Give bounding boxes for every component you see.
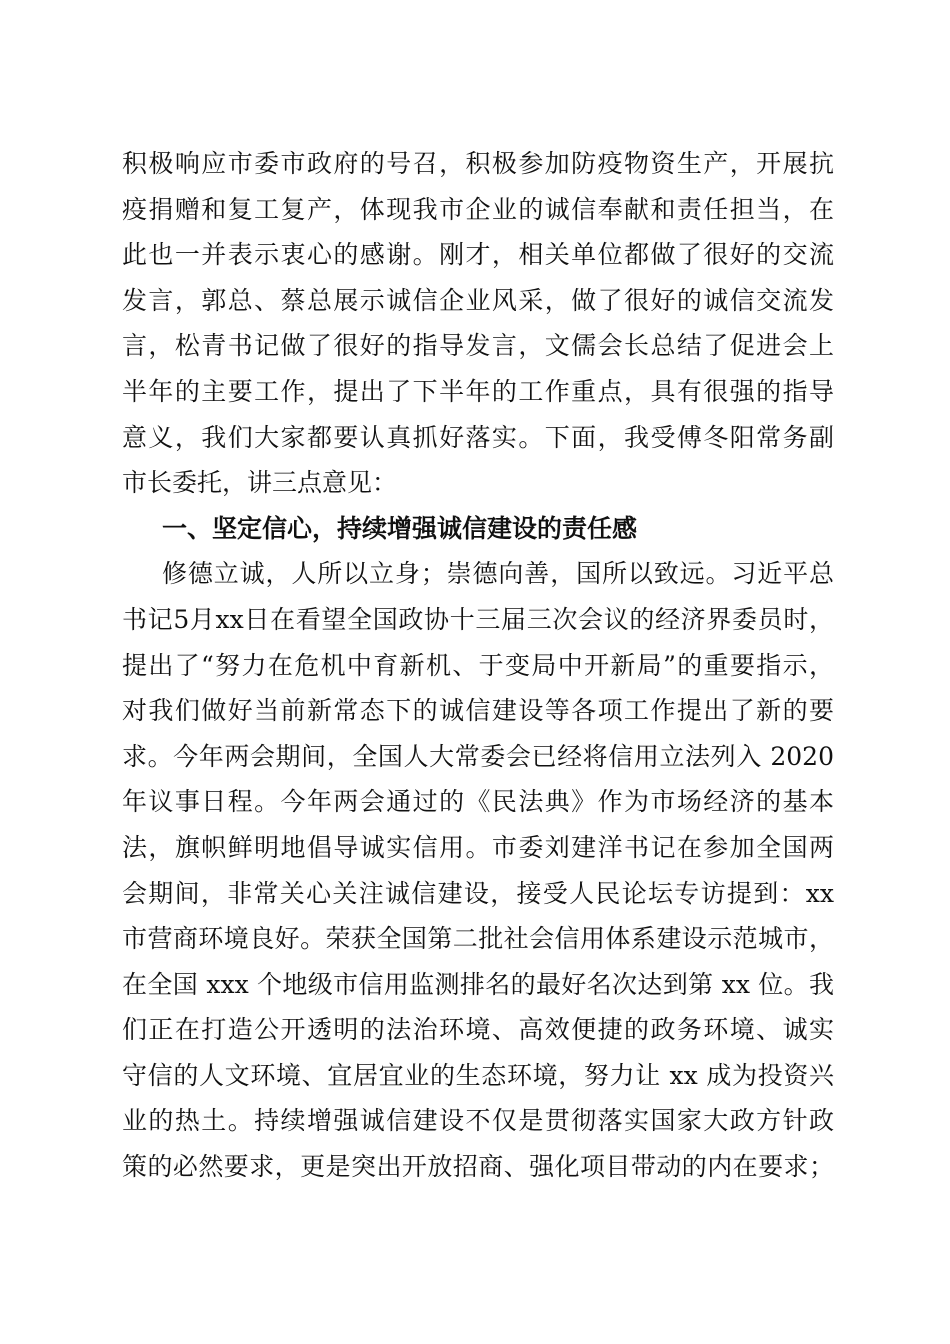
text-line: 发言，郭总、蔡总展示诚信企业风采，做了很好的诚信交流发 <box>122 285 834 315</box>
text-line: 在全国 xxx 个地级市信用监测排名的最好名次达到第 xx 位。我 <box>122 969 834 999</box>
text-line: 求。今年两会期间，全国人大常委会已经将信用立法列入 2020 <box>122 741 834 771</box>
text-line: 市营商环境良好。荣获全国第二批社会信用体系建设示范城市， <box>122 924 834 954</box>
document-body <box>122 141 834 1190</box>
text-line: 意义，我们大家都要认真抓好落实。下面，我受傅冬阳常务副 <box>122 422 834 452</box>
text-line: 书记5月xx日在看望全国政协十三届三次会议的经济界委员时， <box>122 604 834 634</box>
text-line: 提出了“努力在危机中育新机、于变局中开新局”的重要指示， <box>122 650 834 680</box>
text-line: 会期间，非常关心关注诚信建设，接受人民论坛专访提到：xx <box>122 878 834 908</box>
text-line: 年议事日程。今年两会通过的《民法典》作为市场经济的基本 <box>122 787 834 817</box>
text-line: 们正在打造公开透明的法治环境、高效便捷的政务环境、诚实 <box>122 1015 834 1045</box>
text-line: 言，松青书记做了很好的指导发言，文儒会长总结了促进会上 <box>122 331 834 361</box>
text-line: 半年的主要工作，提出了下半年的工作重点，具有很强的指导 <box>122 376 834 406</box>
paragraph-2 <box>122 551 834 1189</box>
text-line: 对我们做好当前新常态下的诚信建设等各项工作提出了新的要 <box>122 696 834 726</box>
section-heading: 一、坚定信心，持续增强诚信建设的责任感 <box>162 513 638 543</box>
text-line: 法，旗帜鲜明地倡导诚实信用。市委刘建洋书记在参加全国两 <box>122 832 834 862</box>
text-line: 积极响应市委市政府的号召，积极参加防疫物资生产，开展抗 <box>122 149 834 178</box>
paragraph-1 <box>122 141 834 506</box>
text-line: 策的必然要求，更是突出开放招商、强化项目带动的内在要求； <box>122 1152 834 1182</box>
text-line: 业的热土。持续增强诚信建设不仅是贯彻落实国家大政方针政 <box>122 1106 834 1136</box>
text-line: 修德立诚，人所以立身；崇德向善，国所以致远。习近平总 <box>162 559 834 589</box>
text-line: 守信的人文环境、宜居宜业的生态环境，努力让 xx 成为投资兴 <box>122 1060 834 1090</box>
text-line: 此也一并表示衷心的感谢。刚才，相关单位都做了很好的交流 <box>122 240 834 270</box>
text-line: 疫捐赠和复工复产，体现我市企业的诚信奉献和责任担当，在 <box>122 194 834 224</box>
text-line: 市长委托，讲三点意见： <box>122 468 398 498</box>
